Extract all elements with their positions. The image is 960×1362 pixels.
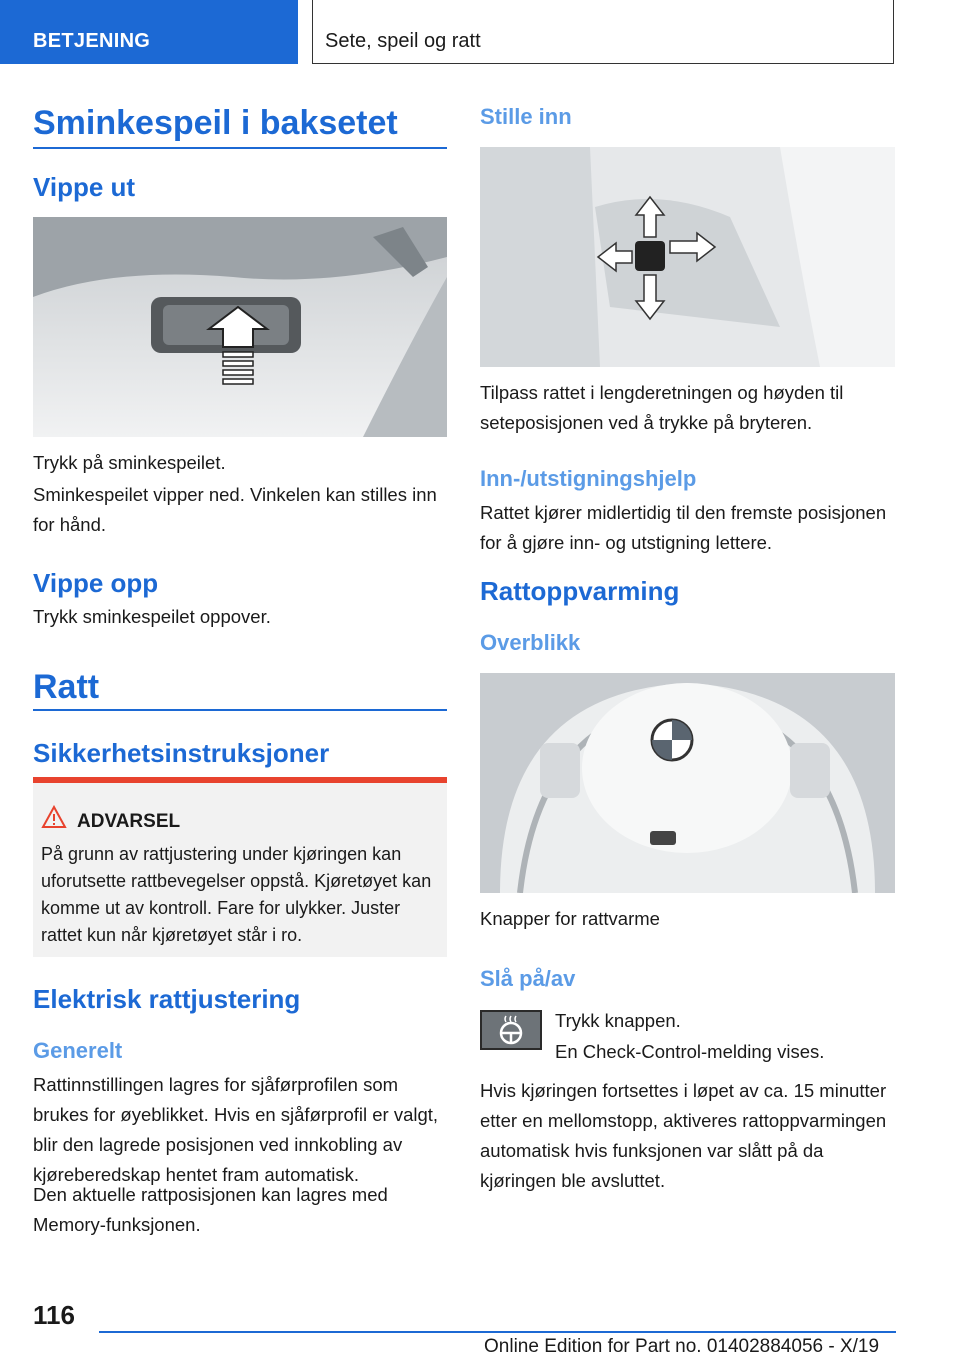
heading-sikkerhet: Sikkerhetsinstruksjoner <box>33 738 330 768</box>
stille-inn-text: Tilpass rattet i lengderetningen og høyden til seteposisjonen ved å trykke på bryteren. <box>480 382 844 433</box>
heading-vippe-opp: Vippe opp <box>33 568 159 598</box>
heading-generelt: Generelt <box>33 1038 123 1063</box>
header-chapter-label: Sete, speil og ratt <box>325 30 481 52</box>
vippe-ut-text-2: Sminkespeilet vipper ned. Vinkelen kan stilles inn for hånd. <box>33 484 437 535</box>
rattvarme-caption: Knapper for rattvarme <box>480 908 660 929</box>
vippe-ut-text-1: Trykk på sminkespeilet. <box>33 452 226 473</box>
warning-triangle-icon <box>41 805 67 829</box>
final-text: Hvis kjøringen fortsettes i løpet av ca. 15 minutter etter en mellomstopp, aktiveres rattoppvarmingen automatisk hvis funksjonen var slått på da kjøringen ble avsluttet. <box>480 1080 887 1191</box>
warning-title: ADVARSEL <box>77 811 181 832</box>
warning-box <box>33 777 447 957</box>
generelt-text-2: Den aktuelle rattposisjonen kan lagres med Memory-funksjonen. <box>33 1184 388 1235</box>
header-chapter <box>312 0 894 64</box>
generelt-text-1: Rattinnstillingen lagres for sjåførprofilen som brukes for øyeblikket. Hvis en sjåførprofil er valgt, blir den lagrede posisjonen ved innkobling av kjøreberedskap hentet fram automatisk. <box>33 1074 439 1185</box>
heading-stille-inn: Stille inn <box>480 104 572 129</box>
steering-adjust-image <box>480 147 895 367</box>
heading-sla: Slå på/av <box>480 966 576 991</box>
page-number: 116 <box>33 1300 75 1330</box>
sla-text-2: En Check-Control-melding vises. <box>555 1041 825 1062</box>
heading-ratt: Ratt <box>33 668 100 706</box>
ratt-rule <box>33 709 447 711</box>
steering-wheel-image <box>480 673 895 893</box>
header-section-label: BETJENING <box>33 30 151 52</box>
steering-wheel-heating-button[interactable] <box>480 1010 542 1050</box>
vippe-opp-text: Trykk sminkespeilet oppover. <box>33 606 271 627</box>
footer-edition: Online Edition for Part no. 01402884056 - X/19 <box>484 1336 880 1357</box>
steering-wheel-heating-icon <box>482 1012 540 1048</box>
vanity-mirror-image <box>33 217 447 437</box>
heading-vippe-ut: Vippe ut <box>33 172 136 202</box>
sla-text-1: Trykk knappen. <box>555 1010 681 1031</box>
title-rule <box>33 147 447 149</box>
heading-rattoppvarming: Rattoppvarming <box>480 576 680 606</box>
header-section <box>0 0 298 64</box>
footer-rule <box>99 1331 896 1333</box>
heading-inn-ut: Inn-/utstigningshjelp <box>480 466 697 491</box>
page-title: Sminkespeil i baksetet <box>33 104 398 142</box>
warning-text: På grunn av rattjustering under kjøringen kan uforutsette rattbevegelser oppstå. Kjøretøyet kan komme ut av kontroll. Fare for ulykker. Juster rattet kun når kjøretøyet står i ro. <box>41 844 432 945</box>
heading-elektrisk: Elektrisk rattjustering <box>33 984 301 1014</box>
inn-ut-text: Rattet kjører midlertidig til den fremste posisjonen for å gjøre inn- og utstigning lettere. <box>480 502 887 553</box>
heading-overblikk: Overblikk <box>480 630 581 655</box>
